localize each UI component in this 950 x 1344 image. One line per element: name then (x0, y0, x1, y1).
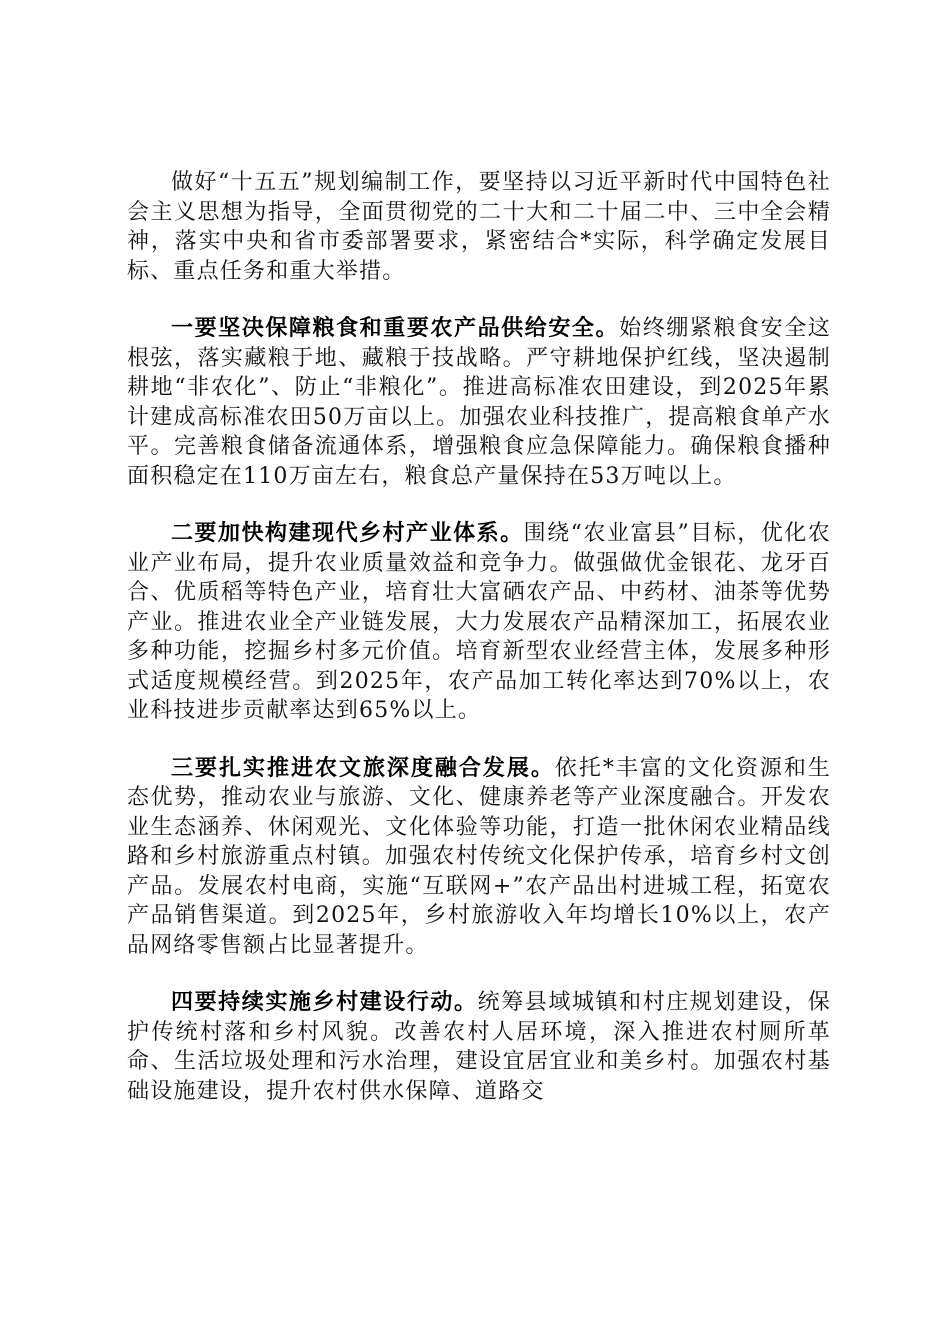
section-paragraph-3 (127, 754, 831, 961)
section-paragraph-1 (127, 314, 831, 491)
intro-paragraph (127, 168, 831, 286)
section-body-4: 统筹县域城镇和村庄规划建设，保护传统村落和乡村风貌。改善农村人居环境，深入推进农村厕所革命、生活垃圾处理和污水治理，建设宜居宜业和美乡村。加强农村基础设施建设，提升农村供水保障、道路交 (127, 990, 831, 1104)
section-body-2: 围绕“农业富县”目标，优化农业产业布局，提升农业质量效益和竞争力。做强做优金银花、龙牙百合、优质稻等特色产业，培育壮大富硒农产品、中药材、油茶等优势产业。推进农业全产业链发展，大力发展农产品精深加工，拓展农业多种功能，挖掘乡村多元价值。培育新型农业经营主体，发展多种形式适度规模经营。到2025年，农产品加工转化率达到70%以上，农业科技进步贡献率达到65%以上。 (127, 521, 831, 723)
section-paragraph-2 (127, 519, 831, 726)
section-heading-1: 一要坚决保障粮食和重要农产品供给安全。 (171, 315, 620, 341)
section-body-1: 始终绷紧粮食安全这根弦，落实藏粮于地、藏粮于技战略。严守耕地保护红线，坚决遏制耕地“非农化”、防止“非粮化”。推进高标准农田建设，到2025年累计建成高标准农田50万亩以上。加强农业科技推广，提高粮食单产水平。完善粮食储备流通体系，增强粮食应急保障能力。确保粮食播种面积稳定在110万亩左右，粮食总产量保持在53万吨以上。 (127, 316, 831, 489)
section-paragraph-4 (127, 988, 831, 1106)
section-heading-3: 三要扎实推进农文旅深度融合发展。 (171, 754, 555, 781)
section-heading-2: 二要加快构建现代乡村产业体系。 (171, 520, 524, 546)
section-heading-4: 四要持续实施乡村建设行动。 (171, 989, 478, 1015)
document-body (127, 168, 831, 1106)
section-body-3: 依托*丰富的文化资源和生态优势，推动农业与旅游、文化、健康养老等产业深度融合。开发农业生态涵养、休闲观光、文化体验等功能，打造一批休闲农业精品线路和乡村旅游重点村镇。加强农村传统文化保护传承，培育乡村文创产品。发展农村电商，实施“互联网+”农产品出村进城工程，拓宽农产品销售渠道。到2025年，乡村旅游收入年均增长10%以上，农产品网络零售额占比显著提升。 (127, 755, 832, 958)
intro-text: 做好“十五五”规划编制工作，要坚持以习近平新时代中国特色社会主义思想为指导，全面贯彻党的二十大和二十届二中、三中全会精神，落实中央和省市委部署要求，紧密结合*实际，科学确定发展目标、重点任务和重大举措。 (127, 170, 831, 284)
